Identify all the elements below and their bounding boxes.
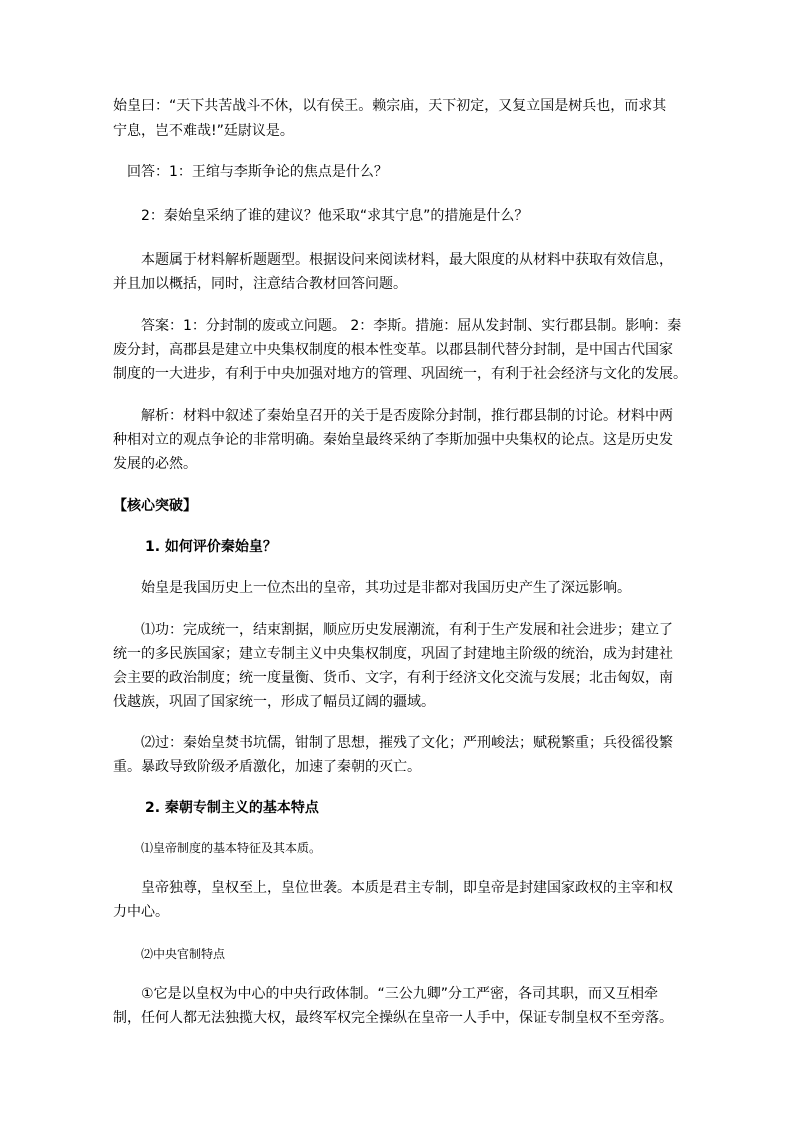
answer-line: 制度的一大进步，有利于中央加强对地方的管理、巩固统一，有利于社会经济与文化的发展。: [113, 366, 687, 382]
fault-line: 重。暴政导致阶级矛盾激化，加速了秦朝的灭亡。: [113, 759, 421, 775]
sub1-line: 皇帝独尊，皇权至上，皇位世袭。本质是君主专制，即皇帝是封建国家政权的主宰和权: [141, 880, 673, 896]
guide-line: 并且加以概括，同时，注意结合教材回答问题。: [113, 276, 407, 292]
sub2-line: ①它是以皇权为中心的中央行政体制。“三公九卿”分工严密，各司其职，而又互相牵: [141, 986, 659, 1002]
guide-line: 本题属于材料解析题题型。根据设问来阅读材料，最大限度的从材料中获取有效信息，: [141, 252, 673, 268]
fault-line: ⑵过：秦始皇焚书坑儒，钳制了思想，摧残了文化；严刑峻法；赋税繁重；兵役徭役繁: [141, 735, 673, 751]
sub2-line: 制，任何人都无法独揽大权，最终军权完全操纵在皇帝一人手中，保证专制皇权不至旁落。: [113, 1010, 673, 1026]
sub1-line: 力中心。: [113, 904, 169, 920]
answer-line: 答案：1：分封制的废或立问题。 2：李斯。措施：屈从发封制、实行郡县制。影响：秦: [141, 318, 682, 334]
sub1-heading: ⑴皇帝制度的基本特征及其本质。: [141, 841, 322, 855]
question-2: 2：秦始皇采纳了谁的建议？他采取“求其宁息”的措施是什么？: [141, 208, 529, 224]
merit-line: ⑴功：完成统一，结束割据，顺应历史发展潮流，有利于生产发展和社会进步；建立了: [141, 622, 673, 638]
item1-heading: 1. 如何评价秦始皇？: [145, 539, 277, 555]
answer-line: 废分封，高郡县是建立中央集权制度的根本性变革。以郡县制代替分封制，是中国古代国家: [113, 342, 673, 358]
merit-line: 统一的多民族国家；建立专制主义中央集权制度，巩固了封建地主阶级的统治，成为封建社: [113, 646, 673, 662]
question-1: 回答：1：王绾与李斯争论的焦点是什么？: [127, 164, 388, 180]
item1-intro: 始皇是我国历史上一位杰出的皇帝，其功过是非都对我国历史产生了深远影响。: [141, 580, 631, 596]
merit-line: 伐越族，巩固了国家统一，形成了幅员辽阔的疆域。: [113, 694, 435, 710]
section-heading: 【核心突破】: [113, 498, 197, 514]
item2-heading: 2. 秦朝专制主义的基本特点: [145, 800, 319, 816]
merit-line: 会主要的政治制度；统一度量衡、货币、文字，有利于经济文化交流与发展；北击匈奴，南: [113, 670, 673, 686]
quote-line: 宁息，岂不难哉!”廷尉议是。: [113, 123, 294, 139]
analysis-line: 种相对立的观点争论的非常明确。秦始皇最终采纳了李斯加强中央集权的论点。这是历史发: [113, 432, 673, 448]
quote-line: 始皇曰：“天下共苦战斗不休，以有侯王。赖宗庙，天下初定，又复立国是树兵也，而求其: [113, 98, 667, 114]
analysis-line: 发展的必然。: [113, 456, 197, 472]
sub2-heading: ⑵中央官制特点: [141, 947, 226, 961]
analysis-line: 解析：材料中叙述了秦始皇召开的关于是否废除分封制，推行郡县制的讨论。材料中两: [141, 408, 673, 424]
